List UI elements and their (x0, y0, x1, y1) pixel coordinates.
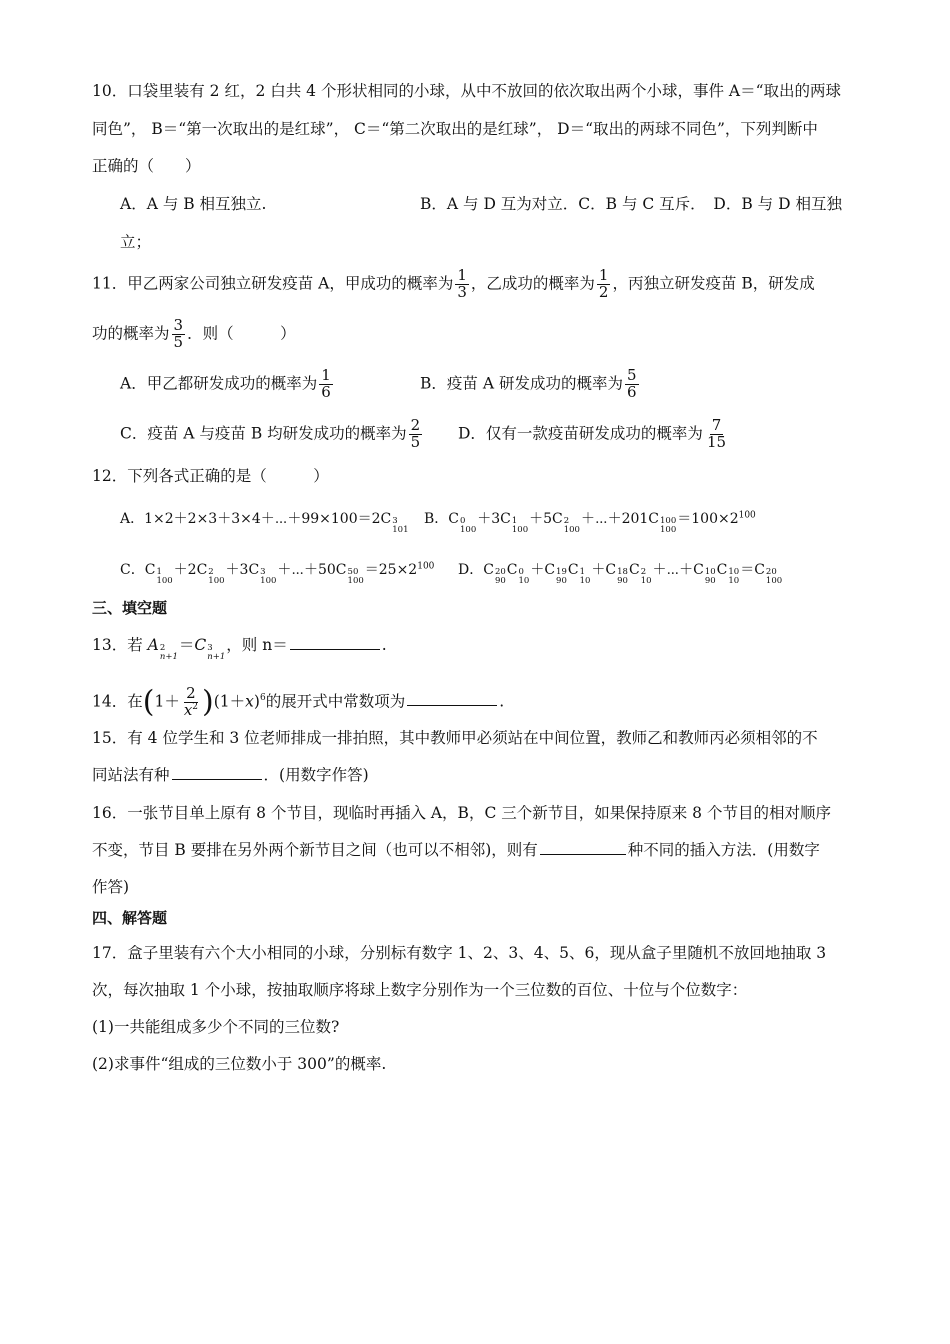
q11-line1: 11．甲乙两家公司独立研发疫苗 A，甲成功的概率为 $\frac{1}{3}$ ，乙成功的概率为 $\frac{1}{2}$ ，丙独立研发疫苗 B，研发成 (92, 266, 815, 301)
q10-options-bcd: B．A 与 D 互为对立．C．B 与 C 互斥． D．B 与 D 相互独 (420, 195, 842, 213)
q15-line2: 同站法有种 ．(用数字作答) (92, 766, 369, 784)
q12-option-a: A．1×2＋2×3＋3×4＋⋯＋99×100＝2C 3 101 (120, 511, 409, 535)
q17-line2: 次，每次抽取 1 个小球，按抽取顺序将球上数字分别作为一个三位数的百位、十位与个位数字： (92, 981, 748, 999)
q11-option-d: D．仅有一款疫苗研发成功的概率为 $\frac{7}{15}$ (458, 416, 727, 451)
answer-blank[interactable] (172, 764, 262, 780)
q12-stem: 12．下列各式正确的是（ ） (92, 467, 329, 485)
answer-blank[interactable] (290, 634, 380, 650)
q17-part2: (2)求事件“组成的三位数小于 300”的概率. (92, 1055, 387, 1073)
q12-option-d: D．C 20 90 C 0 10 ＋C 19 90 C 1 10 ＋C 18 90 C 2 10 ＋⋯＋C 10 90 C 10 10 ＝C 20 100 (458, 562, 783, 586)
q11-option-a: A．甲乙都研发成功的概率为 $\frac{1}{6}$ (120, 366, 331, 401)
q17-line1: 17．盒子里装有六个大小相同的小球，分别标有数字 1、2、3、4、5、6，现从盒子里随机不放回地抽取 3 (92, 944, 827, 962)
q11-option-c: C．疫苗 A 与疫苗 B 均研发成功的概率为 $\frac{2}{5}$ (120, 416, 421, 451)
answer-blank[interactable] (540, 839, 626, 855)
fraction: $\frac{2}{x^2}$ (183, 684, 199, 719)
q10-line1: 10．口袋里装有 2 红，2 白共 4 个形状相同的小球，从中不放回的依次取出两个小球，事件 A＝“取出的两球 (92, 82, 841, 100)
section-answer-heading: 四、解答题 (92, 909, 168, 927)
q11-line2: 功的概率为 $\frac{3}{5}$ ．则（ ） (92, 316, 296, 351)
q10-option-a: A．A 与 B 相互独立. (120, 195, 267, 213)
q12-option-c: C．C 1 100 ＋2C 2 100 ＋3C 3 100 ＋⋯＋50C 50 100 $=25\times 2^{100}$ (120, 561, 435, 586)
q10-line2: 同色”， B＝“第一次取出的是红球”， C＝“第二次取出的是红球”， D＝“取出的两球不同色”，下列判断中 (92, 120, 818, 138)
q11-option-b: B．疫苗 A 研发成功的概率为 $\frac{5}{6}$ (420, 366, 637, 401)
fraction: $\frac{1}{6}$ (321, 366, 331, 401)
fraction: $\frac{2}{5}$ (410, 416, 421, 451)
q14: 14．在(1＋ $\frac{2}{x^2}$ )$(1+x)^6$的展开式中常数项为 . (92, 684, 505, 720)
q15-line1: 15．有 4 位学生和 3 位老师排成一排拍照，其中教师甲必须站在中间位置，教师乙和教师丙必须相邻的不 (92, 729, 818, 747)
fraction: $\frac{3}{5}$ (173, 316, 184, 351)
fraction: $\frac{5}{6}$ (626, 366, 637, 401)
fraction: $\frac{1}{3}$ (457, 266, 467, 301)
fraction: $\frac{1}{2}$ (598, 266, 609, 301)
fraction: $\frac{7}{15}$ (706, 416, 727, 451)
section-fill-in-heading: 三、填空题 (92, 599, 168, 617)
q17-part1: (1)一共能组成多少个不同的三位数? (92, 1018, 340, 1036)
q16-line2: 不变，节目 B 要排在另外两个新节目之间（也可以不相邻)，则有 种不同的插入方法．(用数字 (92, 841, 820, 859)
q10-options-wrap: 立； (120, 233, 152, 251)
answer-blank[interactable] (407, 690, 497, 706)
q10-line3: 正确的（ ） (92, 157, 201, 175)
q16-line3: 作答) (92, 878, 130, 896)
q13: 13．若 A 2 n+1 ＝C 3 n+1 ，则 n＝ . (92, 636, 387, 662)
q16-line1: 16．一张节目单上原有 8 个节目，现临时再插入 A，B，C 三个新节目，如果保持原来 8 个节目的相对顺序 (92, 804, 831, 822)
q12-option-b: B．C 0 100 ＋3C 1 100 ＋5C 2 100 ＋⋯＋201C 100 100 $=100\times 2^{100}$ (424, 510, 756, 535)
